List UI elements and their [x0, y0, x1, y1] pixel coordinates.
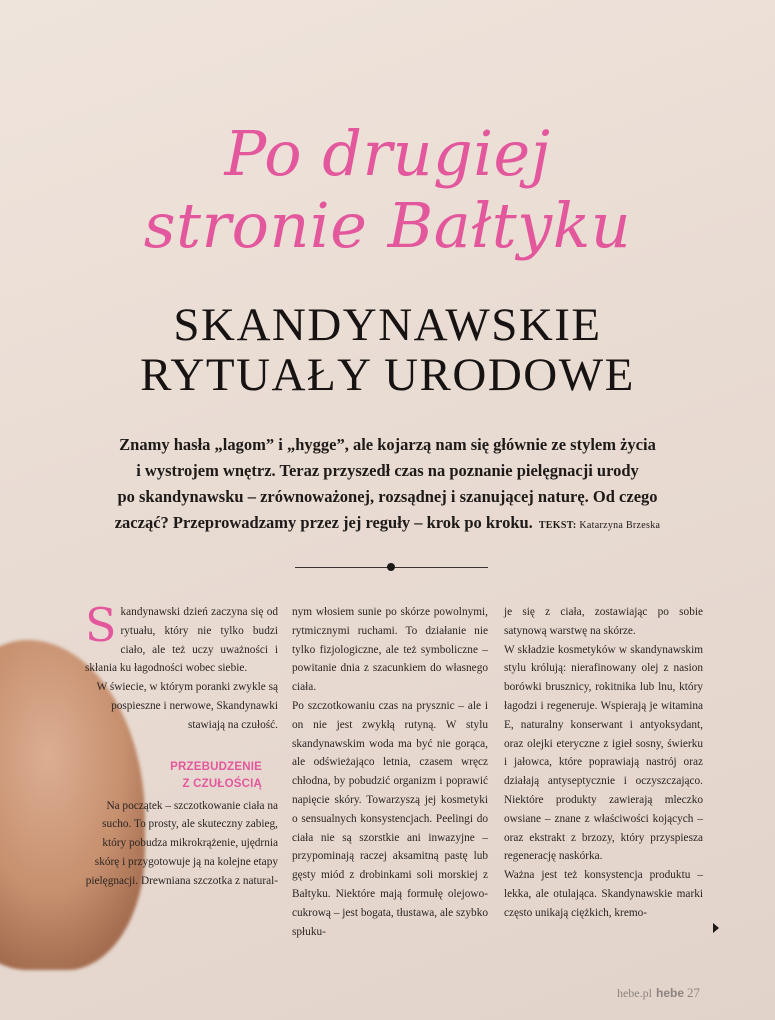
lead-line-last: [80, 510, 695, 539]
lead-line: zacząć? Przeprowadzamy przez jej reguły – krok po kroku.: [114, 513, 533, 532]
headline-line-2: stronie Bałtyku: [143, 189, 632, 262]
body-paragraph: Po szczotkowaniu czas na prysznic – ale i on nie jest zwykłą rutyną. W stylu skandynawskim woda ma być nie gorąca, ale odświeżająco letnia, czasem wręcz chłodna, by pobudzić organizm i poprawić napięcie skóry. Towarzyszą jej kosmetyki o sensualnych konsystencjach. Peelingi do ciała nie są szorstkie ani inwazyjne – przypominają raczej aksamitną pastę lub gęsty miód z drobinkami soli morskiej z Bałtyku. Niektóre mają formułę olejowo-cukrową – jest bogata, tłustawa, ale szybko spłuku-: [292, 699, 488, 938]
subheading-line-2: Z CZUŁOŚCIĄ: [182, 777, 262, 790]
body-paragraph: W składzie kosmetyków w skandynawskim stylu królują: nierafinowany olej z nasion borówki brusznicy, rokitnika lub lnu, który łagodzi i regeneruje. Wspierają je witamina E, naturalny konserwant i antyoksydant, oraz olejki eteryczne z igieł sosny, świerku i jałowca, które poprawiają nastrój oraz działają antyseptycznie i oczyszczająco. Niektóre produkty zawierają mleczko owsiane – znane z właściwości kojących – oraz ekstrakt z brzozy, który przyspiesza regenerację naskórka.: [504, 643, 703, 863]
divider-dot: [387, 563, 395, 571]
headline-caps-line-2: RYTUAŁY URODOWE: [140, 349, 635, 401]
body-paragraph: Na początek – szczotkowanie ciała na sucho. To prosty, ale skuteczny zabieg, który pobudza mikrokrążenie, ujędrnia skórę i przygotowuje ją na kolejne etapy pielęgnacji. Drewniana szczotka z natural-: [85, 799, 278, 887]
article-column-3: [504, 603, 703, 923]
headline-caps: [0, 300, 775, 400]
article-column-1: [85, 598, 278, 891]
headline-script: [0, 118, 775, 262]
body-paragraph: je się z ciała, zostawiając po sobie satynową warstwę na skórze.: [504, 606, 703, 637]
intro-text: kandynawski dzień zaczyna się od rytuału, który nie tylko budzi ciało, ale też uczy uważności i skłania ku łagodności wobec siebie.: [85, 606, 278, 675]
section-subheading: [85, 759, 262, 793]
lead-line: po skandynawsku – zrównoważonej, rozsądnej i szanującej naturę. Od czego: [117, 487, 658, 506]
lead-paragraph: [80, 432, 695, 539]
headline-caps-line-1: SKANDYNAWSKIE: [173, 299, 602, 351]
article-column-2: [292, 603, 488, 941]
page-footer: [617, 985, 700, 1001]
lead-line: i wystrojem wnętrz. Teraz przyszedł czas na poznanie pielęgnacji urody: [136, 461, 639, 480]
lead-line: Znamy hasła „lagom” i „hygge”, ale kojarzą nam się głównie ze stylem życia: [119, 435, 656, 454]
page-number: 27: [687, 985, 700, 1000]
body-paragraph: W świecie, w którym poranki zwykle są pospieszne i nerwowe, Skandynawki stawiają na czułość.: [96, 681, 278, 731]
continue-arrow-icon: [713, 923, 719, 933]
drop-cap: S: [85, 598, 117, 652]
author-credit: [539, 520, 660, 531]
body-paragraph: Ważna jest też konsystencja produktu – lekka, ale otulająca. Skandynawskie marki często unikają ciężkich, kremo-: [504, 869, 703, 919]
headline-line-1: Po drugiej: [224, 117, 551, 190]
credit-author: Katarzyna Brzeska: [579, 520, 661, 531]
intro-paragraph: [85, 598, 278, 678]
credit-label: TEKST:: [538, 520, 577, 531]
body-paragraph: nym włosiem sunie po skórze powolnymi, rytmicznymi ruchami. To działanie nie tylko fizjologiczne, ale też symboliczne – powitanie dnia z szacunkiem do własnego ciała.: [292, 606, 488, 694]
footer-site: hebe.pl: [616, 986, 652, 1000]
subheading-line-1: PRZEBUDZENIE: [170, 760, 262, 773]
footer-brand: hebe: [655, 986, 684, 1000]
